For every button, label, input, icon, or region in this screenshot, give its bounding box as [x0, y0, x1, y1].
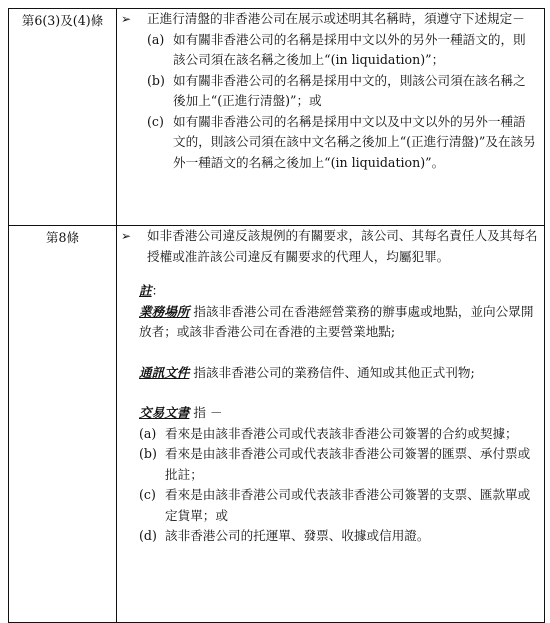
table-row: [9, 226, 545, 623]
section-label: 第8條: [45, 230, 80, 245]
definition-term: 通訊文件: [139, 364, 190, 380]
notes-section: [117, 281, 538, 547]
list-item-text: 看來是由該非香港公司或代表該非香港公司簽署的支票、匯款單或定貨單；或: [165, 487, 531, 523]
regulation-table: [8, 8, 545, 623]
list-item-text: 如有關非香港公司的名稱是採用中文以及中文以外的另外一種語文的，則該公司須在該中文名稱之後加上“(正進行清盤)”及在該另外一種語文的名稱之後加上“(in liquidation)”。: [173, 113, 536, 170]
section-content-cell: [117, 9, 545, 226]
bullet-paragraph: [117, 9, 538, 173]
list-item: [147, 112, 538, 174]
arrow-bullet-icon: ➢: [121, 229, 132, 243]
list-marker: (a): [139, 425, 157, 441]
section-label-cell: [9, 9, 117, 226]
list-item: [139, 526, 538, 547]
list-item: [147, 30, 538, 71]
list-marker: (a): [147, 31, 165, 47]
section-label: 第6(3)及(4)條: [21, 13, 104, 28]
list-item-text: 如有關非香港公司的名稱是採用中文的，則該公司須在該名稱之後加上“(正進行清盤)”；或: [173, 72, 526, 108]
definition: [139, 363, 538, 384]
definition-text: 指該非香港公司的業務信件、通知或其他正式刊物;: [189, 364, 475, 380]
bullet-intro-text: 正進行清盤的非香港公司在展示或述明其名稱時，須遵守下述規定－: [147, 11, 525, 26]
arrow-bullet-icon: ➢: [121, 12, 132, 26]
list-item-text: 看來是由該非香港公司或代表該非香港公司簽署的合約或契據；: [165, 425, 518, 441]
list-item-text: 如有關非香港公司的名稱是採用中文以外的另外一種語文的，則該公司須在該名稱之後加上“(in liquidation)”；: [173, 31, 526, 67]
list-item: [139, 424, 538, 445]
list-item-text: 該非香港公司的托運單、發票、收據或信用證。: [165, 528, 430, 543]
notes-heading-colon: ：: [151, 283, 165, 298]
definition-term: 業務場所: [139, 303, 190, 319]
list-marker: (d): [139, 528, 157, 543]
definition-term: 交易文書: [139, 405, 190, 420]
section-label-cell: [9, 226, 117, 623]
list-item: [147, 71, 538, 112]
definition: [139, 302, 538, 343]
list-marker: (c): [147, 113, 164, 129]
list-item-text: 看來是由該非香港公司或代表該非香港公司簽署的匯票、承付票或批註；: [165, 446, 531, 482]
table-row: [9, 9, 545, 226]
section-content-cell: [117, 226, 545, 623]
definition-text: 指該非香港公司在香港經營業務的辦事處或地點，並向公眾開放者；或該非香港公司在香港的主要營業地點;: [139, 303, 534, 339]
list-marker: (b): [139, 446, 157, 461]
list-marker: (c): [139, 487, 156, 502]
notes-heading: [139, 281, 538, 302]
list-item: [139, 485, 538, 526]
definition: [139, 403, 538, 424]
list-marker: (b): [147, 72, 165, 88]
definition-text: 指 －: [189, 405, 223, 420]
notes-heading-label: 註: [139, 283, 152, 298]
list-item: [139, 444, 538, 485]
bullet-paragraph: [117, 226, 538, 267]
bullet-intro-text: 如非香港公司違反該規例的有關要求，該公司、其每名責任人及其每名授權或准許該公司違反有關要求的代理人，均屬犯罪。: [147, 228, 538, 264]
